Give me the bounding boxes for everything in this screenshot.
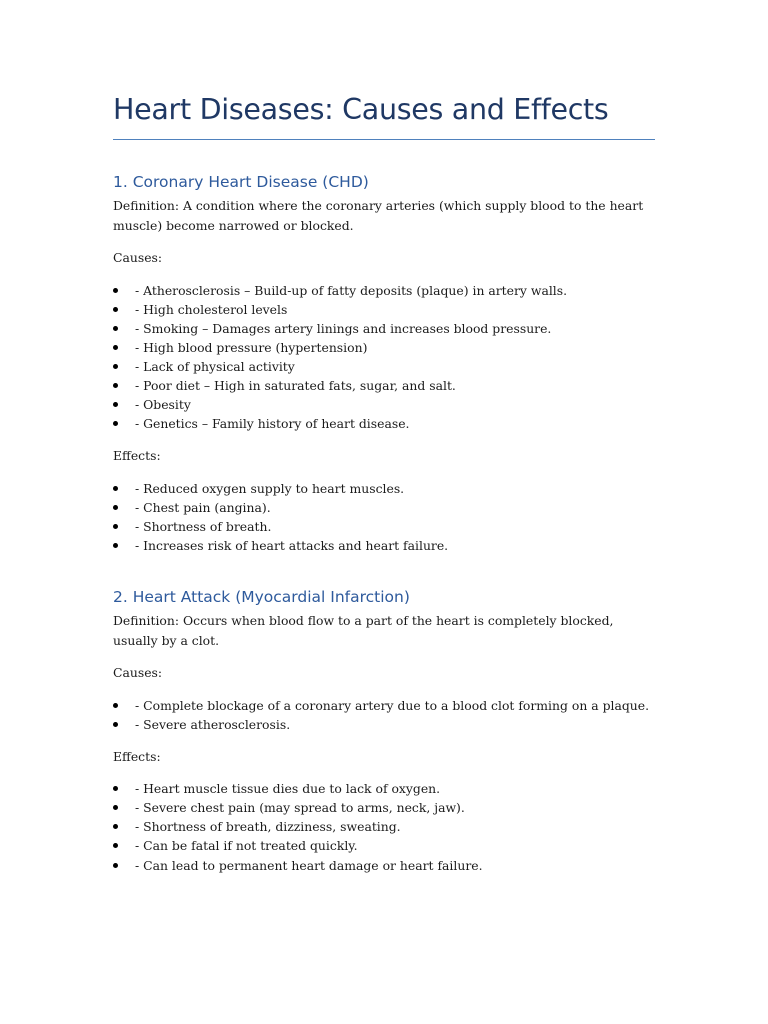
effects-list [113,479,655,555]
causes-label: Causes: [113,250,163,265]
list-item [113,798,655,817]
list-item [113,338,655,357]
list-item [113,395,655,414]
list-item [113,517,655,536]
bullet-icon [113,486,118,491]
list-item [113,357,655,376]
list-item [113,498,655,517]
section-heart-attack [113,586,655,875]
causes-label: Causes: [113,665,163,680]
bullet-icon [113,307,118,312]
list-item [113,696,655,715]
list-item [113,856,655,875]
list-item-text: - Can be fatal if not treated quickly. [135,838,358,854]
list-item-text: - Severe atherosclerosis. [135,716,291,732]
bullet-icon [113,288,118,293]
list-item-text: - Heart muscle tissue dies due to lack of oxygen. [135,781,441,797]
list-item [113,779,655,798]
list-item-text: - Chest pain (angina). [135,499,271,515]
bullet-icon [113,703,118,708]
bullet-icon [113,402,118,407]
list-item [113,479,655,498]
effects-label: Effects: [113,448,161,464]
causes-list [113,281,655,434]
list-item-text: - Obesity [135,397,191,413]
bullet-icon [113,383,118,388]
title-divider [113,139,655,140]
list-item [113,817,655,836]
effects-label: Effects: [113,748,161,764]
causes-list [113,696,655,734]
list-item [113,300,655,319]
bullet-icon [113,824,118,829]
list-item-text: - Reduced oxygen supply to heart muscles. [135,480,405,496]
list-item-text: - Shortness of breath, dizziness, sweating. [135,819,401,835]
bullet-icon [113,364,118,369]
list-item [113,319,655,338]
section-heading: 1. Coronary Heart Disease (CHD) [113,173,369,191]
bullet-icon [113,421,118,426]
list-item-text: - Can lead to permanent heart damage or heart failure. [135,857,483,873]
bullet-icon [113,722,118,727]
list-item-text: - Increases risk of heart attacks and heart failure. [135,538,449,554]
list-item-text: - Smoking – Damages artery linings and increases blood pressure. [135,320,552,336]
list-item-text: - Complete blockage of a coronary artery due to a blood clot forming on a plaque. [135,697,650,713]
bullet-icon [113,543,118,548]
bullet-icon [113,843,118,848]
bullet-icon [113,345,118,350]
effects-list [113,779,655,874]
document-title: Heart Diseases: Causes and Effects [113,93,609,126]
section-definition: Definition: Occurs when blood flow to a part of the heart is completely blocked, usually by a clot. [113,613,614,648]
bullet-icon [113,505,118,510]
list-item [113,414,655,433]
list-item-text: - Atherosclerosis – Build-up of fatty deposits (plaque) in artery walls. [135,282,568,298]
bullet-icon [113,524,118,529]
section-heading: 2. Heart Attack (Myocardial Infarction) [113,588,410,606]
list-item [113,836,655,855]
list-item [113,715,655,734]
bullet-icon [113,863,118,868]
bullet-icon [113,326,118,331]
bullet-icon [113,786,118,791]
list-item [113,536,655,555]
list-item-text: - Genetics – Family history of heart disease. [135,416,410,432]
list-item-text: - Lack of physical activity [135,358,295,374]
list-item-text: - Poor diet – High in saturated fats, sugar, and salt. [135,377,456,393]
list-item [113,376,655,395]
section-coronary-heart-disease [113,171,655,555]
list-item [113,281,655,300]
bullet-icon [113,805,118,810]
list-item-text: - Severe chest pain (may spread to arms, neck, jaw). [135,800,465,816]
list-item-text: - Shortness of breath. [135,518,272,534]
section-definition: Definition: A condition where the coronary arteries (which supply blood to the heart muscle) become narrowed or blocked. [113,198,644,233]
list-item-text: - High cholesterol levels [135,301,288,317]
list-item-text: - High blood pressure (hypertension) [135,339,368,355]
